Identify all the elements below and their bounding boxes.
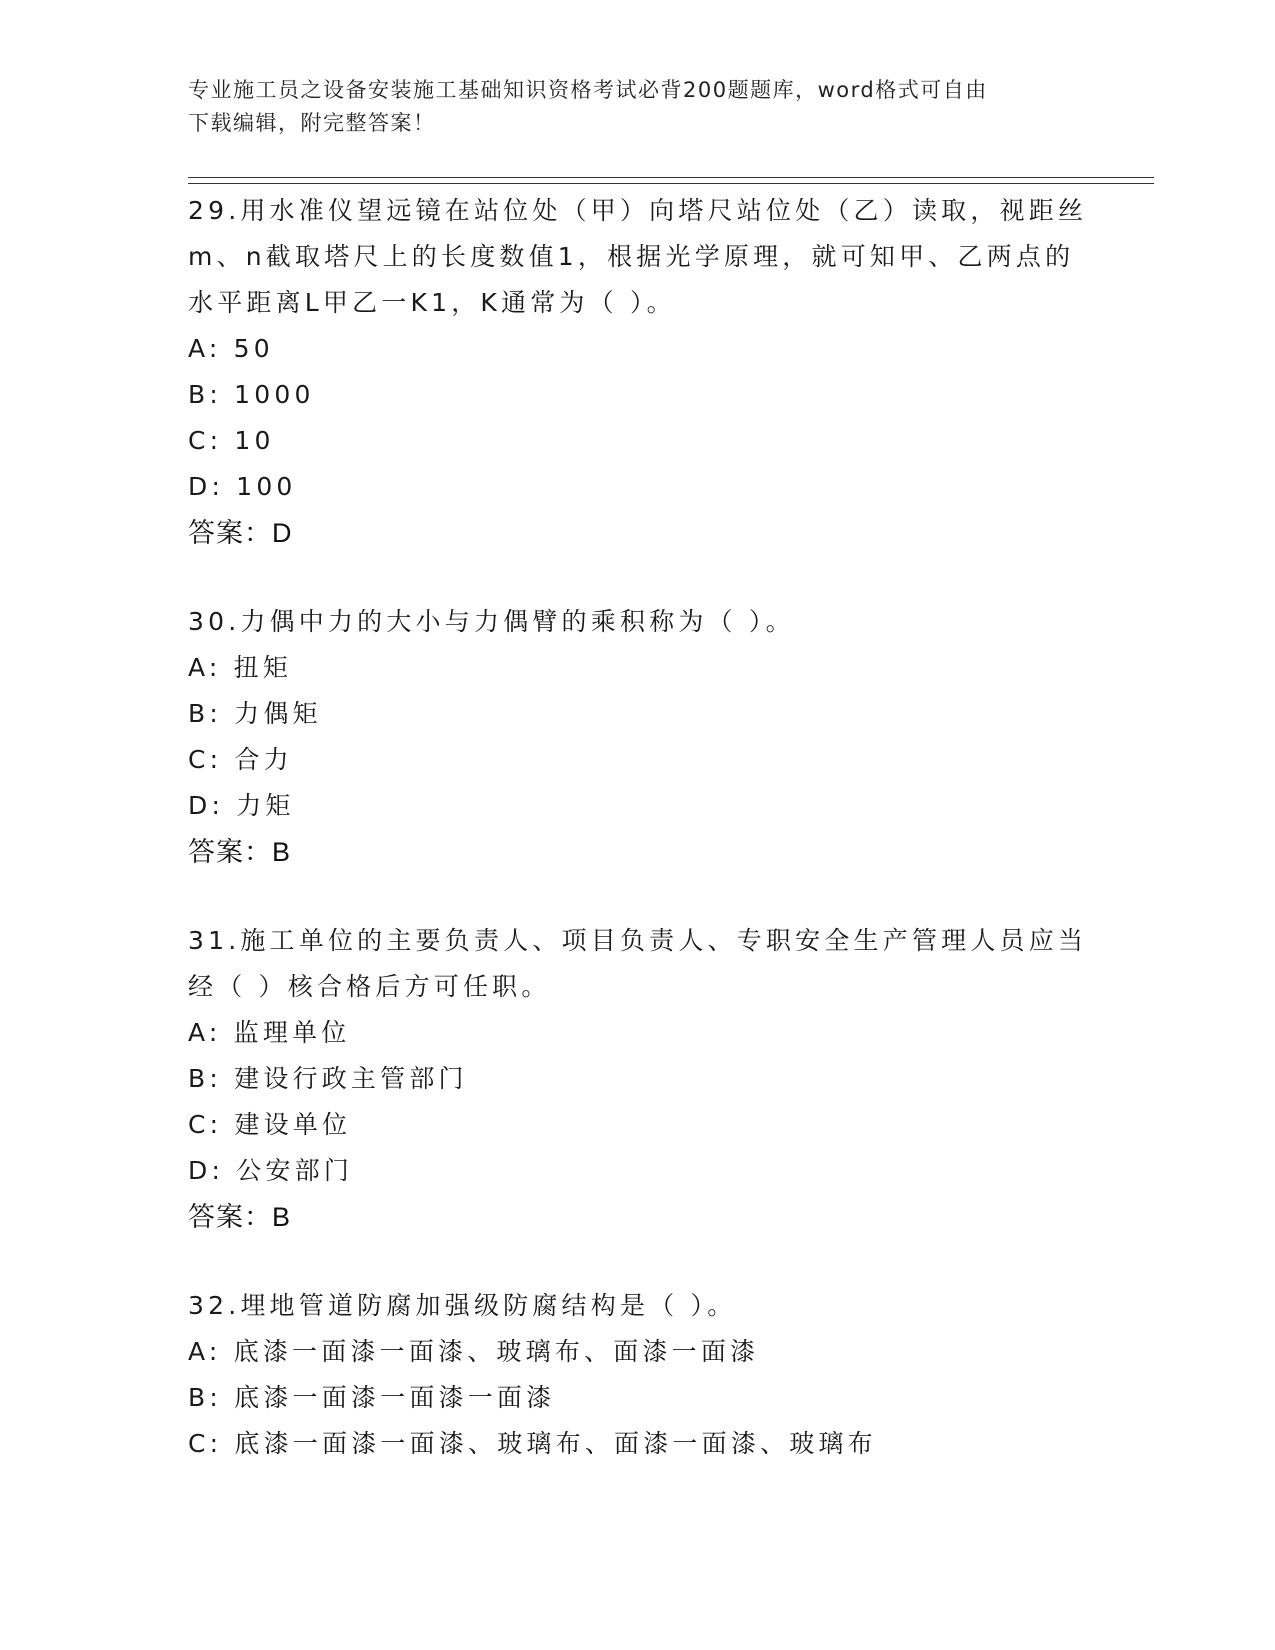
option-d: D: 100 xyxy=(188,472,297,501)
document-header xyxy=(188,74,1088,140)
question-29 xyxy=(188,188,1088,556)
question-line: 经（ ）核合格后方可任职。 xyxy=(188,972,551,1001)
header-title-line-1: 专业施工员之设备安装施工基础知识资格考试必背200题题库，word格式可自由 xyxy=(188,78,988,102)
option-b: B: 建设行政主管部门 xyxy=(188,1064,468,1093)
question-list xyxy=(188,188,1088,1510)
option-b: B: 力偶矩 xyxy=(188,699,322,728)
question-line: 30.力偶中力的大小与力偶臂的乘积称为（ ）。 xyxy=(188,607,795,636)
answer-label: 答案：B xyxy=(188,1202,292,1232)
option-c: C: 合力 xyxy=(188,745,293,774)
question-text xyxy=(188,599,1088,645)
question-31 xyxy=(188,918,1088,1240)
header-divider-top xyxy=(188,177,1154,178)
question-text xyxy=(188,1283,1088,1329)
option-c: C: 建设单位 xyxy=(188,1110,352,1139)
question-line: 水平距离L甲乙一K1，K通常为（ ）。 xyxy=(188,288,676,317)
option-b: B: 1000 xyxy=(188,380,315,409)
option-a: A: 监理单位 xyxy=(188,1018,351,1047)
question-text xyxy=(188,918,1088,1010)
option-b: B: 底漆一面漆一面漆一面漆 xyxy=(188,1383,556,1412)
header-title-line-2: 下载编辑，附完整答案！ xyxy=(188,111,436,135)
question-text xyxy=(188,188,1088,326)
question-30 xyxy=(188,599,1088,875)
question-line: 32.埋地管道防腐加强级防腐结构是（ ）。 xyxy=(188,1291,737,1320)
question-line: 29.用水准仪望远镜在站位处（甲）向塔尺站位处（乙）读取，视距丝 xyxy=(188,196,1088,225)
option-c: C: 10 xyxy=(188,426,275,455)
option-d: D: 公安部门 xyxy=(188,1156,354,1185)
option-a: A: 底漆一面漆一面漆、玻璃布、面漆一面漆 xyxy=(188,1337,760,1366)
header-divider-bottom xyxy=(188,183,1154,184)
answer-label: 答案：B xyxy=(188,837,292,867)
question-32 xyxy=(188,1283,1088,1467)
option-d: D: 力矩 xyxy=(188,791,295,820)
answer-label: 答案：D xyxy=(188,518,293,548)
option-c: C: 底漆一面漆一面漆、玻璃布、面漆一面漆、玻璃布 xyxy=(188,1429,877,1458)
question-line: 31.施工单位的主要负责人、项目负责人、专职安全生产管理人员应当 xyxy=(188,926,1088,955)
option-a: A: 扭矩 xyxy=(188,653,293,682)
option-a: A: 50 xyxy=(188,334,274,363)
question-line: m、n截取塔尺上的长度数值1，根据光学原理，就可知甲、乙两点的 xyxy=(188,242,1075,271)
